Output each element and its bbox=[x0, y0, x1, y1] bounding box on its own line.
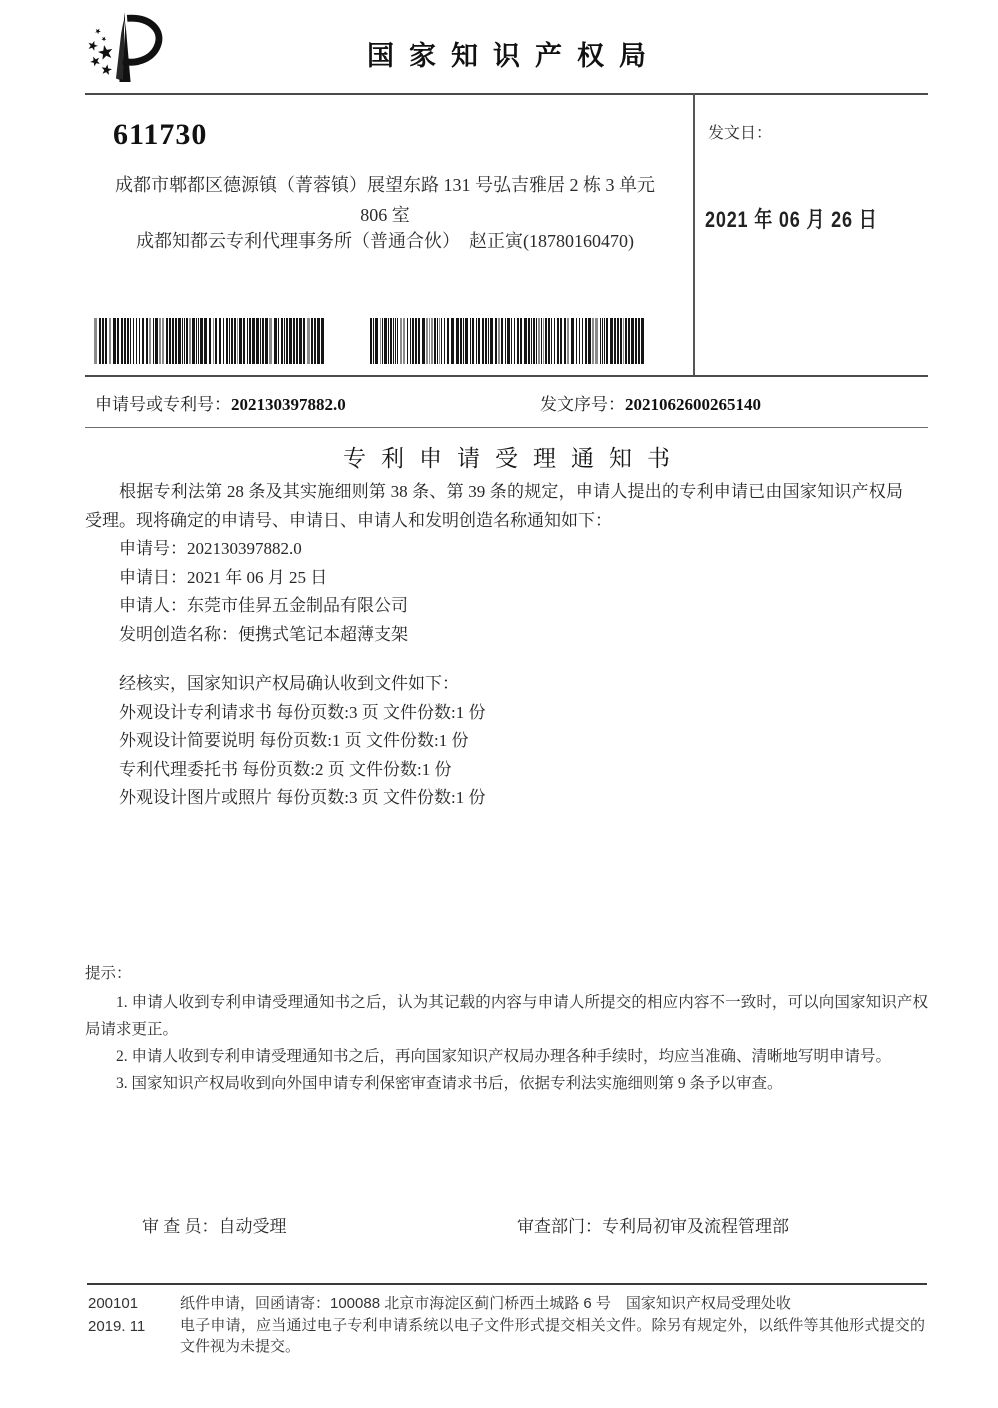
examiner-value: 自动受理 bbox=[218, 1217, 287, 1236]
serial-number-value: 2021062600265140 bbox=[625, 395, 761, 414]
examiner-field bbox=[142, 1212, 287, 1237]
form-code: 200101 bbox=[88, 1295, 139, 1312]
form-codes bbox=[88, 1293, 168, 1338]
agency-title: 国家知识产权局 bbox=[367, 41, 661, 71]
application-number-field bbox=[95, 390, 346, 415]
numbers-row-divider bbox=[85, 427, 928, 428]
application-number-label: 申请号或专利号： bbox=[95, 395, 231, 414]
received-documents-section bbox=[85, 670, 903, 813]
dispatch-date-value: 2021 年 06 月 26 日 bbox=[705, 207, 878, 232]
form-revision-date: 2019. 11 bbox=[88, 1317, 146, 1335]
department-value: 专利局初审及流程管理部 bbox=[602, 1217, 789, 1236]
barcode-section-divider bbox=[85, 375, 928, 377]
department-label: 审查部门： bbox=[517, 1217, 602, 1236]
field-application-date: 申请日：2021 年 06 月 25 日 bbox=[119, 567, 328, 587]
hint-1: 1. 申请人收到专利申请受理通知书之后，认为其记载的内容与申请人所提交的相应内容不一致时，可以向国家知识产权局请求更正。 bbox=[85, 994, 928, 1038]
application-number-value: 202130397882.0 bbox=[231, 395, 346, 414]
hint-3: 3. 国家知识产权局收到向外国申请专利保密审查请求书后，依据专利法实施细则第 9 条予以审查。 bbox=[116, 1075, 783, 1092]
notice-body bbox=[85, 478, 903, 813]
field-applicant: 申请人：东莞市佳昇五金制品有限公司 bbox=[119, 596, 408, 615]
footer-notes bbox=[180, 1293, 925, 1358]
serial-number-label: 发文序号： bbox=[540, 395, 625, 414]
footer-electronic-filing-note: 电子申请，应当通过电子专利申请系统以电子文件形式提交相关文件。除另有规定外，以纸件等其他形式提交的文件视为未提交。 bbox=[180, 1316, 925, 1355]
footer-paper-filing-note: 纸件申请，回函请寄：100088 北京市海淀区蓟门桥西土城路 6 号 国家知识产权局受理处收 bbox=[180, 1295, 791, 1312]
postal-code: 611730 bbox=[113, 118, 208, 151]
header-divider bbox=[85, 93, 928, 95]
recipient-address bbox=[85, 170, 685, 230]
patent-agency-line: 成都知都云专利代理事务所（普通合伙） 赵正寅(18780160470) bbox=[136, 231, 634, 251]
footer-divider bbox=[87, 1283, 927, 1285]
examiner-label: 审 查 员： bbox=[142, 1217, 219, 1236]
serial-number-field bbox=[540, 390, 761, 415]
department-field bbox=[517, 1212, 789, 1237]
address-line-1: 成都市郫都区德源镇（菁蓉镇）展望东路 131 号弘吉雅居 2 栋 3 单元 bbox=[115, 175, 655, 195]
hints-section bbox=[85, 960, 928, 1097]
field-application-number: 申请号：202130397882.0 bbox=[119, 539, 302, 558]
barcode-left bbox=[94, 318, 324, 364]
notice-title: 专利申请受理通知书 bbox=[343, 446, 685, 471]
received-doc-3: 专利代理委托书 每份页数:2 页 文件份数:1 份 bbox=[119, 759, 452, 779]
dispatch-date-label: 发文日： bbox=[708, 125, 773, 142]
received-intro: 经核实，国家知识产权局确认收到文件如下： bbox=[119, 674, 459, 693]
notice-intro-paragraph: 根据专利法第 28 条及其实施细则第 38 条、第 39 条的规定，申请人提出的专利申请已由国家知识产权局受理。现将确定的申请号、申请日、申请人和发明创造名称通知如下： bbox=[85, 482, 903, 530]
received-doc-4: 外观设计图片或照片 每份页数:3 页 文件份数:1 份 bbox=[119, 788, 486, 807]
barcode-right bbox=[370, 318, 647, 364]
dispatch-box-divider bbox=[693, 93, 695, 375]
received-doc-1: 外观设计专利请求书 每份页数:3 页 文件份数:1 份 bbox=[119, 702, 486, 722]
hint-2: 2. 申请人收到专利申请受理通知书之后，再向国家知识产权局办理各种手续时，均应当准确、清晰地写明申请号。 bbox=[116, 1048, 892, 1065]
address-line-2: 806 室 bbox=[360, 205, 410, 225]
hints-label: 提示： bbox=[85, 965, 132, 982]
received-doc-2: 外观设计简要说明 每份页数:1 页 文件份数:1 份 bbox=[119, 731, 469, 750]
field-invention-title: 发明创造名称：便携式笔记本超薄支架 bbox=[119, 624, 408, 644]
